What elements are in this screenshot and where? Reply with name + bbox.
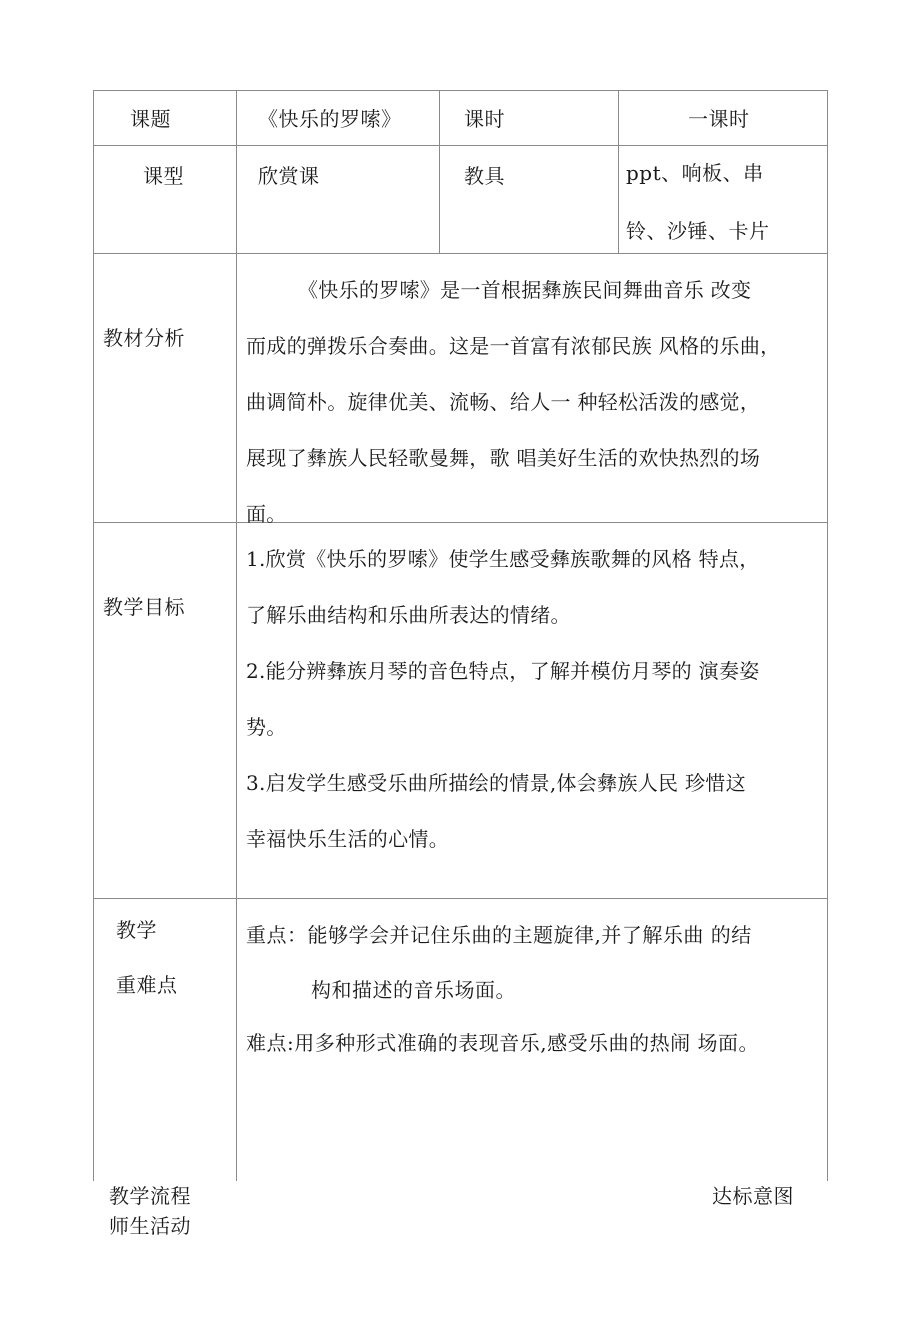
teaching-goals-label: 教学目标 [103, 595, 185, 619]
material-analysis-text [246, 262, 826, 542]
table-border-right [827, 90, 828, 1181]
period-value: 一课时 [688, 107, 750, 131]
key-point-line-1: 重点：能够学会并记住乐曲的主题旋律,并了解乐曲 的结 [246, 923, 752, 947]
table-border-top [93, 90, 828, 91]
material-analysis-line: 展现了彝族人民轻歌曼舞，歌 唱美好生活的欢快热烈的场 [246, 446, 761, 470]
process-label: 教学流程 [109, 1184, 191, 1208]
material-analysis-line: 面。 [246, 502, 287, 526]
key-difficult-label-line-1: 教学 [116, 918, 157, 942]
difficult-point-line: 难点:用多种形式准确的表现音乐,感受乐曲的热闹 场面。 [246, 1031, 759, 1055]
table-col-divider [439, 90, 440, 254]
teaching-goal-line: 幸福快乐生活的心情。 [246, 827, 449, 851]
table-col-divider [618, 90, 619, 254]
topic-label: 课题 [130, 107, 171, 131]
table-row-divider [93, 145, 828, 146]
material-analysis-label: 教材分析 [103, 326, 185, 350]
teaching-goal-line: 1.欣赏《快乐的罗嗦》使学生感受彝族歌舞的风格 特点， [246, 547, 760, 571]
objective-label: 达标意图 [712, 1184, 794, 1208]
teaching-goal-line: 势。 [246, 715, 287, 739]
teaching-goals-text [246, 531, 826, 867]
material-analysis-line: 《快乐的罗嗦》是一首根据彝族民间舞曲音乐 改变 [298, 278, 752, 302]
table-border-left [93, 90, 94, 1181]
activity-label: 师生活动 [109, 1214, 191, 1238]
teaching-goal-line: 3.启发学生感受乐曲所描绘的情景,体会彝族人民 珍惜这 [246, 771, 746, 795]
teaching-goal-line: 了解乐曲结构和乐曲所表达的情绪。 [246, 603, 571, 627]
tools-label: 教具 [464, 164, 505, 188]
topic-value: 《快乐的罗嗦》 [258, 107, 402, 131]
type-label: 课型 [143, 164, 184, 188]
teaching-goal-line: 2.能分辨彝族月琴的音色特点，了解并模仿月琴的 演奏姿 [246, 659, 760, 683]
table-row-divider [93, 898, 828, 899]
tools-value-line-1: ppt、响板、串 [626, 161, 764, 185]
key-point-line-2: 构和描述的音乐场面。 [311, 978, 516, 1002]
type-value: 欣赏课 [258, 164, 320, 188]
material-analysis-line: 曲调简朴。旋律优美、流畅、给人一 种轻松活泼的感觉， [246, 390, 761, 414]
tools-value-line-2: 铃、沙锤、卡片 [626, 219, 770, 243]
table-col-divider [236, 90, 237, 1181]
key-difficult-label-line-2: 重难点 [116, 973, 178, 997]
table-row-divider [93, 253, 828, 254]
material-analysis-line: 而成的弹拨乐合奏曲。这是一首富有浓郁民族 风格的乐曲， [246, 334, 781, 358]
period-label: 课时 [464, 107, 505, 131]
